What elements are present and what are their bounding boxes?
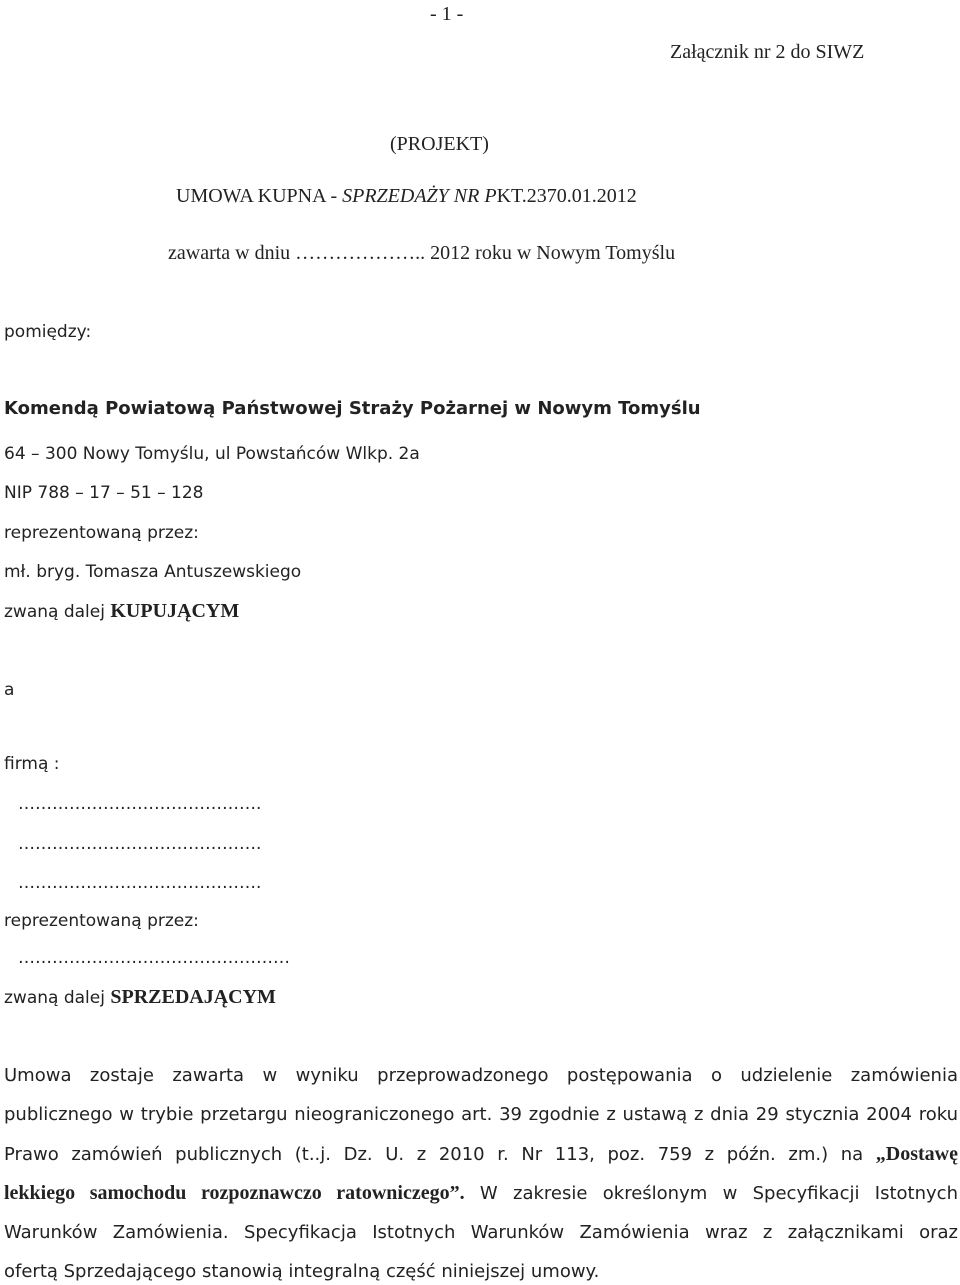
buyer-representative: mł. bryg. Tomasza Antuszewskiego	[4, 562, 302, 582]
buyer-represented-label: reprezentowaną przez:	[4, 523, 199, 543]
body-line-5: Warunków Zamówienia. Specyfikacja Istotnych Warunków Zamówienia wraz z załącznikami oraz	[4, 1222, 958, 1243]
body-line-4a: lekkiego samochodu rozpoznawczo ratowniczego”.	[4, 1182, 465, 1204]
title-part-1: UMOWA KUPNA -	[176, 185, 343, 207]
body-line-3	[4, 1142, 958, 1167]
page-number: - 1 -	[430, 3, 464, 25]
buyer-called	[4, 599, 239, 624]
seller-dots-1: …………………………………….	[18, 794, 262, 814]
annex-label: Załącznik nr 2 do SIWZ	[670, 41, 865, 63]
body-line-2a: publicznego w trybie przetargu nieograniczonego art.	[4, 1104, 500, 1125]
body-line-3a: Prawo zamówień publicznych (t..j. Dz. U. z 2010 r. Nr 113, poz. 759 z późn. zm.) na	[4, 1144, 876, 1165]
seller-called-prefix: zwaną dalej	[4, 988, 111, 1008]
body-line-4b: W zakresie określonym w Specyfikacji Istotnych	[464, 1183, 958, 1204]
title-part-3: KT.2370.01.2012	[496, 185, 637, 207]
body-line-2	[4, 1103, 958, 1127]
title-part-2: SPRZEDAŻY NR P	[342, 185, 497, 207]
concluded-line: zawarta w dniu ……………….. 2012 roku w Nowym Tomyślu	[168, 242, 676, 264]
body-line-6: ofertą Sprzedającego stanowią integralną część niniejszej umowy.	[4, 1261, 600, 1282]
conjunction: a	[4, 680, 15, 700]
body-line-2b: 39 zgodnie z ustawą z dnia 29 stycznia 2004 roku	[499, 1104, 958, 1125]
buyer-name: Komendą Powiatową Państwowej Straży Pożarnej w Nowym Tomyślu	[4, 398, 701, 419]
buyer-role: KUPUJĄCYM	[110, 600, 240, 622]
contract-title	[176, 184, 637, 208]
body-line-4	[4, 1181, 958, 1206]
project-label: (PROJEKT)	[390, 133, 489, 155]
between-label: pomiędzy:	[4, 322, 92, 342]
seller-dots-3: …………………………………….	[18, 873, 262, 893]
seller-firm-label: firmą :	[4, 754, 60, 774]
seller-dots-2: …………………………………….	[18, 834, 262, 854]
buyer-called-prefix: zwaną dalej	[4, 602, 111, 622]
body-line-1: Umowa zostaje zawarta w wyniku przeprowadzonego postępowania o udzielenie zamówienia	[4, 1065, 958, 1086]
seller-role: SPRZEDAJĄCYM	[110, 986, 276, 1008]
buyer-nip: NIP 788 – 17 – 51 – 128	[4, 483, 204, 503]
buyer-address: 64 – 300 Nowy Tomyślu, ul Powstańców Wlkp. 2a	[4, 444, 420, 464]
seller-represented-label: reprezentowaną przez:	[4, 911, 199, 931]
seller-representative-dots: …………………………………………	[18, 948, 290, 968]
seller-called	[4, 985, 276, 1010]
body-line-3b: „Dostawę	[875, 1143, 958, 1165]
